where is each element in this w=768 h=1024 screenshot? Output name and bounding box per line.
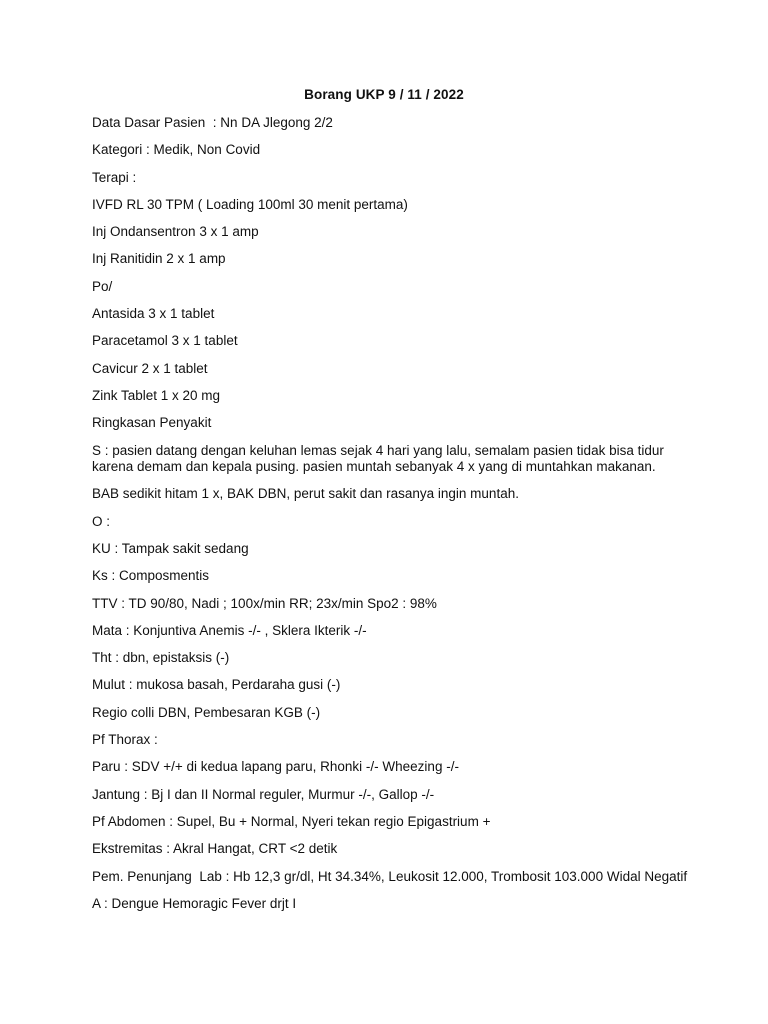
therapy-antasida-line: Antasida 3 x 1 tablet	[92, 306, 215, 322]
therapy-ivfd-line: IVFD RL 30 TPM ( Loading 100ml 30 menit pertama)	[92, 196, 408, 212]
oral-therapy-heading: Po/	[92, 278, 113, 294]
document-body	[92, 115, 702, 923]
general-condition-line: KU : Tampak sakit sedang	[92, 540, 249, 556]
mouth-exam-line: Mulut : mukosa basah, Perdaraha gusi (-)	[92, 677, 341, 693]
eye-exam-line: Mata : Konjuntiva Anemis -/- , Sklera Ikterik -/-	[92, 622, 367, 638]
lung-exam-line: Paru : SDV +/+ di kedua lapang paru, Rhonki -/- Wheezing -/-	[92, 759, 459, 775]
thorax-heading: Pf Thorax :	[92, 732, 158, 748]
heart-exam-line: Jantung : Bj I dan II Normal reguler, Murmur -/-, Gallop -/-	[92, 786, 435, 802]
bab-bak-line: BAB sedikit hitam 1 x, BAK DBN, perut sakit dan rasanya ingin muntah.	[92, 486, 519, 502]
therapy-heading: Terapi :	[92, 169, 137, 185]
lab-results-line: Pem. Penunjang Lab : Hb 12,3 gr/dl, Ht 34.34%, Leukosit 12.000, Trombosit 103.000 Widal Negatif	[92, 868, 688, 884]
abdomen-exam-line: Pf Abdomen : Supel, Bu + Normal, Nyeri tekan regio Epigastrium +	[92, 813, 491, 829]
therapy-zink-line: Zink Tablet 1 x 20 mg	[92, 387, 221, 403]
objective-heading: O :	[92, 513, 111, 529]
vital-signs-line: TTV : TD 90/80, Nadi ; 100x/min RR; 23x/min Spo2 : 98%	[92, 595, 437, 611]
disease-summary-heading: Ringkasan Penyakit	[92, 415, 212, 431]
therapy-ondansentron-line: Inj Ondansentron 3 x 1 amp	[92, 224, 259, 240]
consciousness-line: Ks : Composmentis	[92, 568, 210, 584]
subjective-line-2: karena demam dan kepala pusing. pasien muntah sebanyak 4 x yang di muntahkan makanan.	[92, 459, 656, 475]
subjective-paragraph	[92, 443, 702, 476]
therapy-paracetamol-line: Paracetamol 3 x 1 tablet	[92, 333, 238, 349]
assessment-line: A : Dengue Hemoragic Fever drjt I	[92, 895, 297, 911]
subjective-line-1: S : pasien datang dengan keluhan lemas sejak 4 hari yang lalu, semalam pasien tidak bisa tidur	[92, 442, 664, 458]
ent-exam-line: Tht : dbn, epistaksis (-)	[92, 650, 230, 666]
neck-exam-line: Regio colli DBN, Pembesaran KGB (-)	[92, 704, 321, 720]
document-title: Borang UKP 9 / 11 / 2022	[304, 87, 464, 102]
extremities-exam-line: Ekstremitas : Akral Hangat, CRT <2 detik	[92, 841, 338, 857]
category-line: Kategori : Medik, Non Covid	[92, 142, 261, 158]
therapy-cavicur-line: Cavicur 2 x 1 tablet	[92, 360, 208, 376]
therapy-ranitidin-line: Inj Ranitidin 2 x 1 amp	[92, 251, 226, 267]
patient-data-line: Data Dasar Pasien : Nn DA Jlegong 2/2	[92, 115, 333, 130]
